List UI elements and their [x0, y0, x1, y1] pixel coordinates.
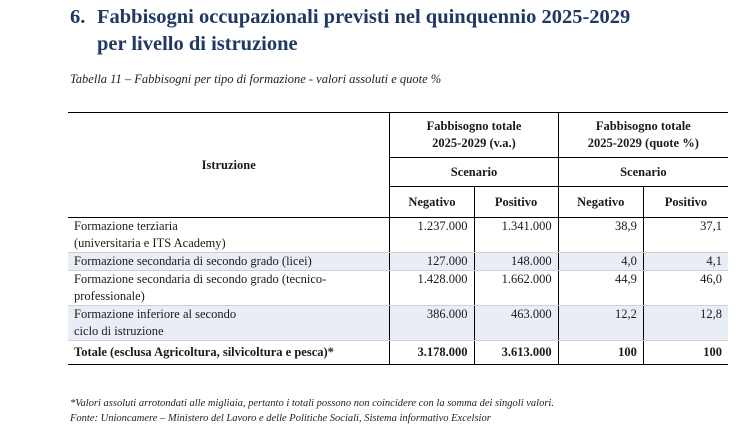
- header-group-absolute-line2: 2025-2029 (v.a.): [432, 136, 516, 150]
- cell-quota-negativo: 12,2: [558, 306, 643, 341]
- header-positivo-absolute: Positivo: [474, 187, 558, 218]
- row-label-line1: Formazione secondaria di secondo grado (tecnico-: [74, 272, 327, 286]
- section-title-line2: per livello di istruzione: [97, 33, 298, 55]
- header-istruzione: Istruzione: [68, 113, 390, 218]
- cell-quota-negativo: 44,9: [558, 271, 643, 306]
- row-label-line2: ciclo di istruzione: [74, 324, 164, 338]
- cell-va-negativo: 127.000: [390, 253, 474, 271]
- table-row: [68, 218, 728, 253]
- total-quota-positivo: 100: [643, 341, 728, 365]
- cell-quota-negativo: 4,0: [558, 253, 643, 271]
- table-row: [68, 306, 728, 341]
- total-va-negativo: 3.178.000: [390, 341, 474, 365]
- cell-quota-positivo: 4,1: [643, 253, 728, 271]
- row-label-line2: (universitaria e ITS Academy): [74, 236, 226, 250]
- section-title-line1: Fabbisogni occupazionali previsti nel quinquennio 2025-2029: [97, 6, 631, 28]
- footnote: *Valori assoluti arrotondati alle migliaia, pertanto i totali possono non coincidere con la somma dei singoli valori.: [70, 398, 554, 409]
- row-label: [68, 271, 390, 306]
- cell-va-negativo: 1.237.000: [390, 218, 474, 253]
- table-notes: [70, 396, 554, 426]
- row-label-line1: Formazione secondaria di secondo grado (licei): [74, 254, 312, 268]
- total-va-positivo: 3.613.000: [474, 341, 558, 365]
- header-scenario-absolute: Scenario: [390, 158, 558, 187]
- cell-quota-positivo: 37,1: [643, 218, 728, 253]
- total-quota-negativo: 100: [558, 341, 643, 365]
- section-number: 6.: [70, 6, 86, 28]
- table-row: [68, 253, 728, 271]
- row-label: [68, 253, 390, 271]
- header-group-share-line1: Fabbisogno totale: [595, 119, 691, 133]
- row-label: [68, 306, 390, 341]
- table-caption: Tabella 11 – Fabbisogni per tipo di formazione - valori assoluti e quote %: [70, 72, 442, 86]
- row-label-line1: Formazione inferiore al secondo: [74, 307, 237, 321]
- cell-va-positivo: 463.000: [474, 306, 558, 341]
- cell-va-positivo: 1.341.000: [474, 218, 558, 253]
- row-label-line2: professionale): [74, 289, 145, 303]
- section-heading: [70, 4, 730, 58]
- cell-va-positivo: 1.662.000: [474, 271, 558, 306]
- header-group-share: [558, 113, 728, 158]
- cell-quota-negativo: 38,9: [558, 218, 643, 253]
- data-table: [68, 112, 728, 365]
- header-group-absolute-line1: Fabbisogno totale: [426, 119, 522, 133]
- cell-va-negativo: 1.428.000: [390, 271, 474, 306]
- row-label: [68, 218, 390, 253]
- cell-va-negativo: 386.000: [390, 306, 474, 341]
- total-row: [68, 341, 728, 365]
- header-positivo-share: Positivo: [643, 187, 728, 218]
- table-row: [68, 271, 728, 306]
- cell-va-positivo: 148.000: [474, 253, 558, 271]
- header-group-absolute: [390, 113, 558, 158]
- header-group-share-line2: 2025-2029 (quote %): [587, 136, 699, 150]
- source-note: Fonte: Unioncamere – Ministero del Lavoro e delle Politiche Sociali, Sistema informativo Excelsior: [70, 413, 491, 424]
- cell-quota-positivo: 46,0: [643, 271, 728, 306]
- cell-quota-positivo: 12,8: [643, 306, 728, 341]
- header-negativo-share: Negativo: [558, 187, 643, 218]
- header-negativo-absolute: Negativo: [390, 187, 474, 218]
- total-label: Totale (esclusa Agricoltura, silvicoltura e pesca)*: [68, 341, 390, 365]
- header-scenario-share: Scenario: [558, 158, 728, 187]
- row-label-line1: Formazione terziaria: [74, 219, 178, 233]
